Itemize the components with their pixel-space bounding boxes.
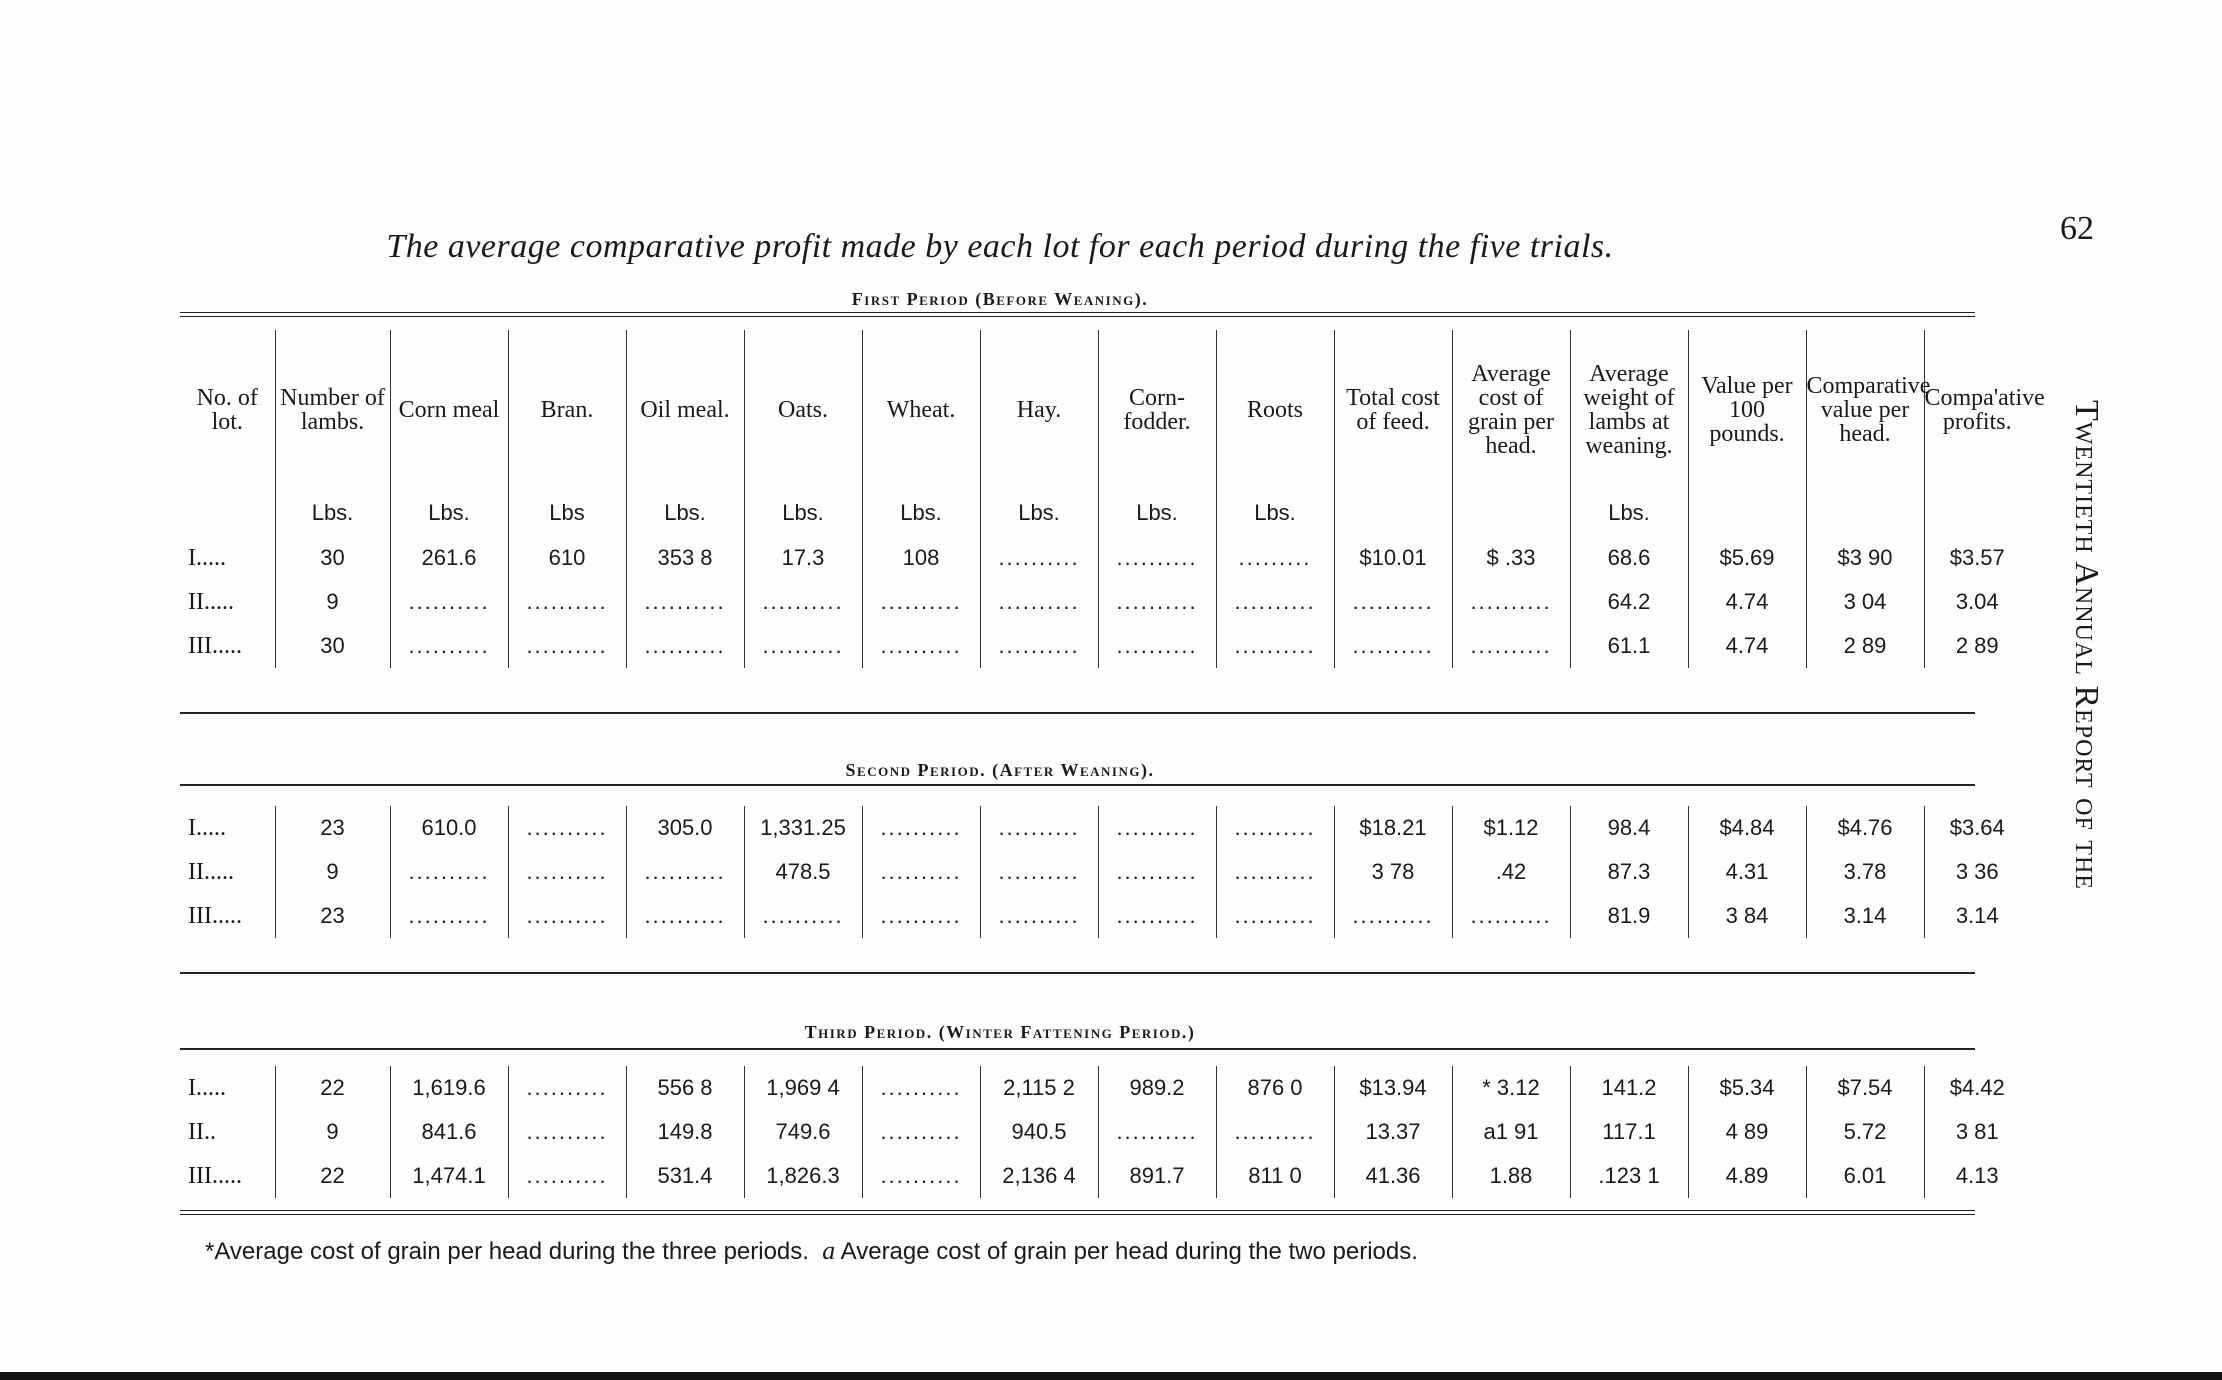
lot-label: III.....	[188, 902, 242, 929]
rule	[180, 972, 1975, 974]
header-comparative-value: Comparative value per head.	[1806, 330, 1924, 490]
table-cell: ..........	[508, 1154, 626, 1198]
table-cell: 2,115 2	[980, 1066, 1098, 1110]
footnote-a: Average cost of grain per head during the two periods.	[840, 1238, 1418, 1265]
table-cell: .123 1	[1570, 1154, 1688, 1198]
table-cell: 2 89	[1806, 624, 1924, 668]
table-second-period	[180, 806, 2030, 938]
header-total-cost: Total cost of feed.	[1334, 330, 1452, 490]
table-row	[180, 1066, 2030, 1110]
unit-cell: Lbs.	[390, 490, 508, 536]
table-cell: ..........	[1216, 580, 1334, 624]
header-oats: Oats.	[744, 330, 862, 490]
table-cell: 9	[275, 580, 390, 624]
table-cell: 9	[275, 850, 390, 894]
table-cell: $3.57	[1924, 536, 2030, 580]
table-cell: ..........	[862, 1110, 980, 1154]
table-cell: ..........	[1334, 580, 1452, 624]
table-cell: 891.7	[1098, 1154, 1216, 1198]
table-cell: 13.37	[1334, 1110, 1452, 1154]
rule	[180, 712, 1975, 714]
table-cell: .........	[1216, 536, 1334, 580]
table-cell: ..........	[862, 624, 980, 668]
table-cell: 305.0	[626, 806, 744, 850]
table-cell: ..........	[980, 806, 1098, 850]
lot-label: II..	[188, 1118, 216, 1145]
table-row	[180, 850, 2030, 894]
table-cell: 22	[275, 1066, 390, 1110]
table-cell: 556 8	[626, 1066, 744, 1110]
table-cell: ..........	[744, 894, 862, 938]
table-caption: The average comparative profit made by each lot for each period during the five trials.	[386, 228, 1614, 265]
table-cell: 3.78	[1806, 850, 1924, 894]
table-cell: 749.6	[744, 1110, 862, 1154]
table-cell: 3 84	[1688, 894, 1806, 938]
table-cell: 261.6	[390, 536, 508, 580]
header-avg-grain-cost: Average cost of grain per head.	[1452, 330, 1570, 490]
table-cell: $18.21	[1334, 806, 1452, 850]
table-cell: 876 0	[1216, 1066, 1334, 1110]
table-cell: 81.9	[1570, 894, 1688, 938]
table-cell: 30	[275, 536, 390, 580]
unit-cell	[1688, 490, 1806, 536]
lot-label: II.....	[188, 588, 234, 615]
table-cell: 2,136 4	[980, 1154, 1098, 1198]
table-cell: $1.12	[1452, 806, 1570, 850]
table-cell: ..........	[1334, 894, 1452, 938]
table-cell: ..........	[1216, 1110, 1334, 1154]
table-cell: 149.8	[626, 1110, 744, 1154]
table-cell: ..........	[862, 850, 980, 894]
header-corn-fodder: Corn-fodder.	[1098, 330, 1216, 490]
table-cell: ..........	[1216, 806, 1334, 850]
table-cell: 531.4	[626, 1154, 744, 1198]
table-cell: ..........	[1098, 1110, 1216, 1154]
table-cell: $5.69	[1688, 536, 1806, 580]
table-cell: ..........	[1098, 580, 1216, 624]
table-cell: ..........	[508, 624, 626, 668]
table-cell: 3 36	[1924, 850, 2030, 894]
table-cell: $5.34	[1688, 1066, 1806, 1110]
table-cell: ..........	[1098, 536, 1216, 580]
table-cell: .42	[1452, 850, 1570, 894]
table-cell: ..........	[862, 894, 980, 938]
table-cell: $10.01	[1334, 536, 1452, 580]
table-cell: 141.2	[1570, 1066, 1688, 1110]
table-cell: ..........	[626, 894, 744, 938]
table-cell: ..........	[1098, 624, 1216, 668]
lot-label: III.....	[188, 1162, 242, 1189]
table-cell: 9	[275, 1110, 390, 1154]
table-cell: ..........	[508, 1110, 626, 1154]
table-cell: ..........	[1452, 894, 1570, 938]
table-cell: 61.1	[1570, 624, 1688, 668]
table-cell: ..........	[1098, 850, 1216, 894]
table-cell: ..........	[1334, 624, 1452, 668]
table-cell: ..........	[744, 624, 862, 668]
table-cell: 353 8	[626, 536, 744, 580]
table-cell: 811 0	[1216, 1154, 1334, 1198]
table-cell: ..........	[980, 850, 1098, 894]
rule	[180, 1048, 1975, 1050]
table-row	[180, 580, 2030, 624]
table-cell: 1,826.3	[744, 1154, 862, 1198]
table-cell: $7.54	[1806, 1066, 1924, 1110]
header-roots: Roots	[1216, 330, 1334, 490]
period-title-second: Second Period. (After Weaning).	[845, 760, 1155, 780]
unit-cell	[1334, 490, 1452, 536]
unit-cell: Lbs.	[1216, 490, 1334, 536]
table-cell: 117.1	[1570, 1110, 1688, 1154]
header-lot: No. of lot.	[196, 385, 258, 435]
table-cell: $4.84	[1688, 806, 1806, 850]
unit-cell: Lbs.	[626, 490, 744, 536]
page-edge	[0, 1372, 2222, 1380]
table-cell: $3.64	[1924, 806, 2030, 850]
header-avg-weight: Average weight of lambs at weaning.	[1570, 330, 1688, 490]
table-cell: 4 89	[1688, 1110, 1806, 1154]
table-cell: 64.2	[1570, 580, 1688, 624]
table-cell: ..........	[1216, 850, 1334, 894]
table-cell: 4.13	[1924, 1154, 2030, 1198]
table-cell: ..........	[862, 580, 980, 624]
lot-label: I.....	[188, 544, 226, 571]
unit-cell	[1452, 490, 1570, 536]
table-cell: 23	[275, 806, 390, 850]
table-cell: ..........	[862, 1066, 980, 1110]
table-cell: ..........	[390, 850, 508, 894]
table-cell: 87.3	[1570, 850, 1688, 894]
table-cell: 610.0	[390, 806, 508, 850]
table-cell: 3.04	[1924, 580, 2030, 624]
header-hay: Hay.	[980, 330, 1098, 490]
table-cell: $ .33	[1452, 536, 1570, 580]
table-cell: ..........	[862, 806, 980, 850]
header-comparative-profits: Compa'ative profits.	[1924, 330, 2030, 490]
table-cell: 1.88	[1452, 1154, 1570, 1198]
table-row	[180, 1154, 2030, 1198]
table-cell: ..........	[1098, 894, 1216, 938]
table-row	[180, 806, 2030, 850]
table-cell: 3 04	[1806, 580, 1924, 624]
table-cell: ..........	[626, 850, 744, 894]
period-title-third: Third Period. (Winter Fattening Period.)	[804, 1022, 1196, 1042]
header-lambs: Number of lambs.	[275, 330, 390, 490]
table-cell: ..........	[508, 1066, 626, 1110]
unit-cell: Lbs.	[275, 490, 390, 536]
unit-cell	[1806, 490, 1924, 536]
table-cell: ..........	[744, 580, 862, 624]
table-row	[180, 624, 2030, 668]
table-cell: ..........	[1216, 624, 1334, 668]
table-cell: ..........	[980, 580, 1098, 624]
table-cell: ..........	[1452, 580, 1570, 624]
table-cell: 1,969 4	[744, 1066, 862, 1110]
running-head-text: Twentieth Annual Report of the	[2068, 400, 2105, 890]
table-cell: 41.36	[1334, 1154, 1452, 1198]
header-oil-meal: Oil meal.	[626, 330, 744, 490]
table-cell: 841.6	[390, 1110, 508, 1154]
table-cell: 2 89	[1924, 624, 2030, 668]
lot-label: III.....	[188, 632, 242, 659]
header-corn-meal: Corn meal	[390, 330, 508, 490]
lot-label: I.....	[188, 1074, 226, 1101]
table-cell: 3 78	[1334, 850, 1452, 894]
rule	[180, 312, 1975, 317]
table-third-period	[180, 1066, 2030, 1198]
footnote-star: *Average cost of grain per head during the three periods.	[205, 1238, 809, 1265]
unit-cell: Lbs.	[744, 490, 862, 536]
table-cell: $13.94	[1334, 1066, 1452, 1110]
table-cell: 22	[275, 1154, 390, 1198]
table-cell: 30	[275, 624, 390, 668]
table-cell: 5.72	[1806, 1110, 1924, 1154]
table-cell: 1,331.25	[744, 806, 862, 850]
unit-cell: Lbs.	[1570, 490, 1688, 536]
table-row	[180, 536, 2030, 580]
table-row	[180, 1110, 2030, 1154]
table-cell: 3.14	[1924, 894, 2030, 938]
table-cell: 989.2	[1098, 1066, 1216, 1110]
footnote-a-marker: a	[822, 1236, 836, 1265]
header-row	[180, 330, 2030, 490]
unit-cell	[1924, 490, 2030, 536]
table-cell: $4.42	[1924, 1066, 2030, 1110]
table-cell: 478.5	[744, 850, 862, 894]
table-cell: 4.31	[1688, 850, 1806, 894]
period-title-first: First Period (Before Weaning).	[851, 289, 1149, 309]
table-cell: ..........	[626, 580, 744, 624]
unit-cell: Lbs.	[980, 490, 1098, 536]
table-cell: 3 81	[1924, 1110, 2030, 1154]
table-cell: 4.89	[1688, 1154, 1806, 1198]
table-cell: ..........	[626, 624, 744, 668]
header-value-per-100: Value per 100 pounds.	[1688, 330, 1806, 490]
table-first-period	[180, 330, 2045, 668]
table-cell: ..........	[980, 536, 1098, 580]
table-cell: ..........	[980, 624, 1098, 668]
table-cell: 940.5	[980, 1110, 1098, 1154]
table-cell: 17.3	[744, 536, 862, 580]
table-cell: ..........	[862, 1154, 980, 1198]
table-cell: ..........	[1216, 894, 1334, 938]
table-cell: 4.74	[1688, 624, 1806, 668]
unit-cell	[180, 490, 275, 536]
table-cell: 3.14	[1806, 894, 1924, 938]
table-cell: ..........	[390, 624, 508, 668]
table-cell: ..........	[390, 580, 508, 624]
table-cell: a1 91	[1452, 1110, 1570, 1154]
table-cell: $4.76	[1806, 806, 1924, 850]
page-number: 62	[2060, 210, 2094, 247]
running-head	[2055, 200, 2115, 1100]
table-cell: ..........	[1098, 806, 1216, 850]
unit-cell: Lbs.	[862, 490, 980, 536]
table-cell: 6.01	[1806, 1154, 1924, 1198]
table-cell: 1,474.1	[390, 1154, 508, 1198]
units-row	[180, 490, 2030, 536]
table-cell: 108	[862, 536, 980, 580]
rule	[180, 1210, 1975, 1215]
table-cell: $3 90	[1806, 536, 1924, 580]
table-cell: ..........	[1452, 624, 1570, 668]
rule	[180, 784, 1975, 786]
table-cell: ..........	[390, 894, 508, 938]
table-cell: ..........	[508, 894, 626, 938]
table-cell: * 3.12	[1452, 1066, 1570, 1110]
unit-cell: Lbs	[508, 490, 626, 536]
unit-cell: Lbs.	[1098, 490, 1216, 536]
table-cell: ..........	[508, 580, 626, 624]
table-cell: 4.74	[1688, 580, 1806, 624]
table-cell: ..........	[508, 850, 626, 894]
table-cell: 1,619.6	[390, 1066, 508, 1110]
lot-label: I.....	[188, 814, 226, 841]
table-cell: 68.6	[1570, 536, 1688, 580]
footnote	[205, 1236, 1418, 1266]
table-cell: ..........	[508, 806, 626, 850]
table-row	[180, 894, 2030, 938]
header-wheat: Wheat.	[862, 330, 980, 490]
table-cell: 98.4	[1570, 806, 1688, 850]
table-cell: 610	[508, 536, 626, 580]
table-cell: ..........	[980, 894, 1098, 938]
header-bran: Bran.	[508, 330, 626, 490]
table-cell: 23	[275, 894, 390, 938]
lot-label: II.....	[188, 858, 234, 885]
